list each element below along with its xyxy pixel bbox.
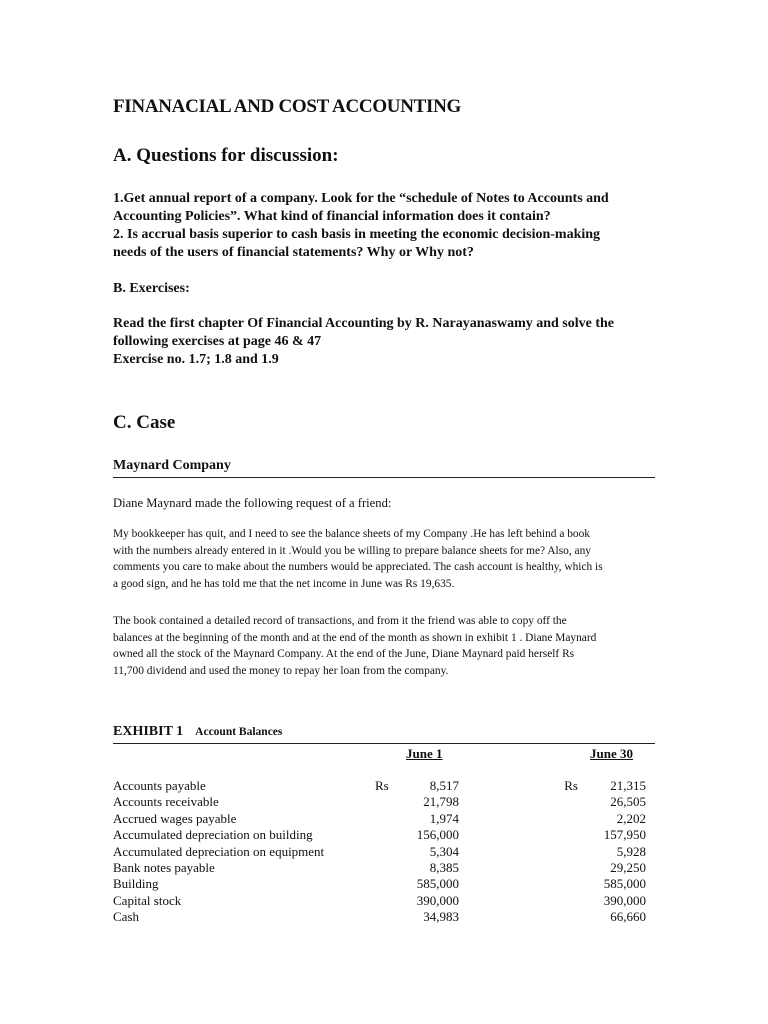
june-30-value: 29,250 (610, 860, 646, 876)
exercise-line-1: Read the first chapter Of Financial Accounting by R. Narayanaswamy and solve the (113, 316, 615, 331)
account-name: Accounts receivable (113, 794, 219, 810)
currency-label: Rs (564, 778, 578, 793)
account-balances-table (113, 778, 646, 926)
question-1-line-1: 1.Get annual report of a company. Look for the “schedule of Notes to Accounts and (113, 191, 609, 206)
account-name: Accumulated depreciation on equipment (113, 843, 325, 859)
exhibit-label: EXHIBIT 1 (113, 724, 184, 739)
june-1-value: 21,798 (423, 794, 459, 810)
june-30-value: 157,950 (603, 827, 646, 843)
table-row (113, 909, 646, 925)
request-paragraph (113, 526, 603, 592)
question-2-line-2: needs of the users of financial statements? Why or Why not? (113, 245, 474, 260)
question-1-line-2: Accounting Policies”. What kind of financial information does it contain? (113, 209, 551, 224)
request-line: a good sign, and he has told me that the net income in June was Rs 19,635. (113, 577, 455, 590)
case-title-rule (113, 477, 655, 478)
table-row (113, 893, 646, 909)
table-row (113, 876, 646, 892)
june-1-value: 156,000 (416, 827, 459, 843)
table-row (113, 844, 646, 860)
account-name: Accrued wages payable (113, 810, 237, 826)
june-1-value: 8,517 (429, 778, 459, 793)
book-line: The book contained a detailed record of transactions, and from it the friend was able to copy off the (113, 615, 567, 627)
case-title: Maynard Company (113, 458, 231, 473)
june-30-value: 5,928 (616, 843, 646, 859)
june-1-value: 34,983 (423, 909, 459, 925)
account-name: Capital stock (113, 892, 182, 908)
request-line: with the numbers already entered in it .Would you be willing to prepare balance sheets for me? Also, any (113, 544, 591, 557)
exercise-line-2: following exercises at page 46 & 47 (113, 334, 322, 349)
account-name: Cash (113, 909, 139, 925)
june-30-value: 585,000 (603, 876, 646, 892)
request-line: comments you care to make about the numbers would be appreciated. The cash account is healthy, which is (113, 561, 603, 573)
june-1-value: 390,000 (416, 892, 459, 908)
column-header-june-30: June 30 (590, 746, 633, 761)
june-30-value: 390,000 (603, 892, 646, 908)
table-row (113, 860, 646, 876)
section-c-heading: C. Case (113, 412, 176, 433)
june-30-value: 21,315 (610, 778, 646, 793)
exhibit-rule (113, 743, 655, 744)
currency-label: Rs (375, 778, 389, 793)
table-row (113, 827, 646, 843)
account-name: Accounts payable (113, 778, 206, 793)
section-b-heading: B. Exercises: (113, 281, 190, 296)
account-name: Accumulated depreciation on building (113, 827, 313, 843)
exhibit-heading (113, 724, 282, 740)
exercise-line-3: Exercise no. 1.7; 1.8 and 1.9 (113, 352, 279, 367)
account-name: Building (113, 876, 159, 892)
question-2-line-1: 2. Is accrual basis superior to cash basis in meeting the economic decision-making (113, 227, 601, 242)
table-row (113, 794, 646, 810)
table-row (113, 778, 646, 794)
june-30-value: 26,505 (610, 794, 646, 810)
exhibit-subtitle: Account Balances (195, 726, 283, 738)
june-1-value: 5,304 (429, 843, 459, 859)
book-line: balances at the beginning of the month and at the end of the month as shown in exhibit 1 . Diane Maynard (113, 631, 597, 644)
account-name: Bank notes payable (113, 860, 215, 876)
book-line: 11,700 dividend and used the money to repay her loan from the company. (113, 664, 449, 677)
table-row (113, 811, 646, 827)
june-30-value: 66,660 (610, 909, 646, 925)
column-header-june-1: June 1 (406, 746, 443, 761)
june-1-value: 585,000 (416, 876, 459, 892)
june-1-value: 8,385 (429, 860, 459, 876)
june-1-value: 1,974 (429, 810, 459, 826)
book-paragraph (113, 613, 596, 679)
june-30-value: 2,202 (616, 810, 646, 826)
request-line: My bookkeeper has quit, and I need to see the balance sheets of my Company .He has left behind a book (113, 528, 591, 540)
section-a-heading: A. Questions for discussion: (113, 145, 339, 166)
case-intro: Diane Maynard made the following request of a friend: (113, 496, 392, 510)
book-line: owned all the stock of the Maynard Company. At the end of the June, Diane Maynard paid herself Rs (113, 648, 575, 660)
document-title: FINANACIAL AND COST ACCOUNTING (113, 96, 462, 117)
